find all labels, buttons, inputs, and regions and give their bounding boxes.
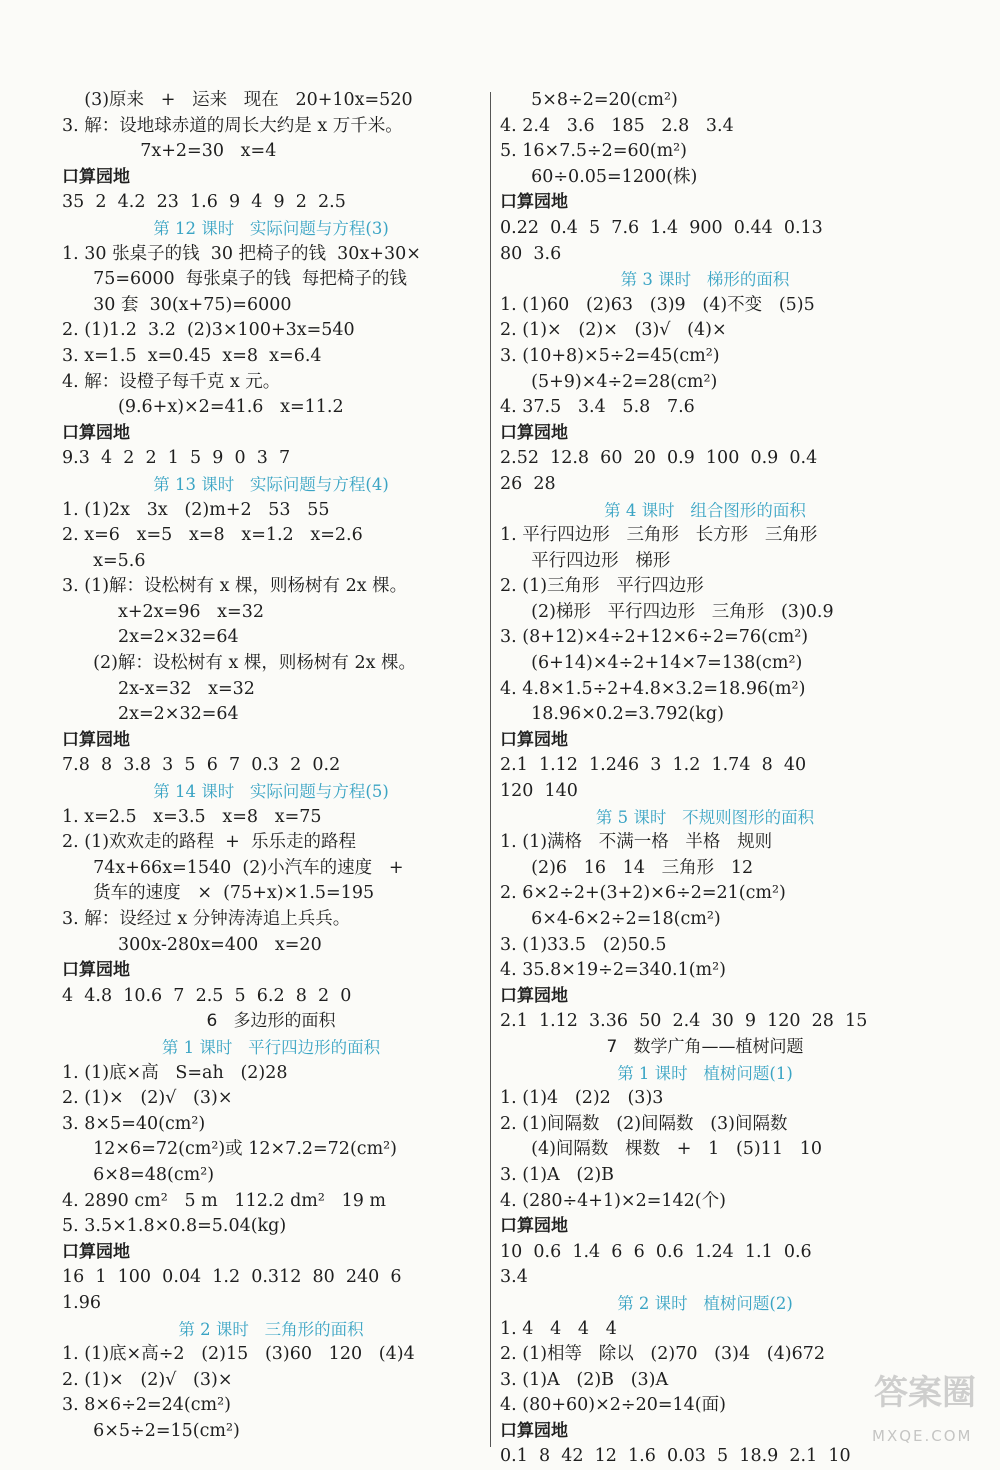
answer-line: (3)原来 + 运来 现在 20+10x=520 bbox=[62, 90, 413, 110]
lesson-heading: 第 14 课时 实际问题与方程(5) bbox=[153, 782, 389, 802]
answer-line: 5. 3.5×1.8×0.8=5.04(kg) bbox=[62, 1216, 287, 1237]
answer-line: 30 套 30(x+75)=6000 bbox=[82, 294, 292, 315]
answer-line: 75=6000 每张桌子的钱 每把椅子的钱 bbox=[82, 269, 407, 290]
lesson-heading: 第 4 课时 组合图形的面积 bbox=[604, 500, 806, 520]
answer-line: 3. (8+12)×4÷2+12×6÷2=76(cm²) bbox=[500, 627, 809, 648]
answer-line: 2. (1)1.2 3.2 (2)3×100+3x=540 bbox=[62, 320, 355, 341]
answer-line: 10 0.6 1.4 6 6 0.6 1.24 1.1 0.6 bbox=[500, 1241, 812, 1262]
answer-line: 6×5÷2=15(cm²) bbox=[82, 1420, 240, 1441]
answer-line: 18.96×0.2=3.792(kg) bbox=[520, 704, 724, 725]
answer-line: (2)解：设松树有 x 棵，则杨树有 2x 棵。 bbox=[82, 653, 417, 674]
chapter-heading: 6 多边形的面积 bbox=[206, 1011, 336, 1032]
answer-line: 0.1 8 42 12 1.6 0.03 5 18.9 2.1 10 bbox=[500, 1446, 851, 1467]
answer-line: 2x=2×32=64 bbox=[118, 704, 239, 725]
answer-line: 货车的速度 × (75+x)×1.5=195 bbox=[82, 883, 375, 904]
answer-line: 4. (80+60)×2÷20=14(面) bbox=[500, 1395, 726, 1416]
answer-line: 3. 解：设地球赤道的周长大约是 x 万千米。 bbox=[62, 115, 403, 136]
answer-line: 4. 4.8×1.5÷2+4.8×3.2=18.96(m²) bbox=[500, 678, 806, 699]
lesson-heading: 第 1 课时 植树问题(1) bbox=[617, 1063, 793, 1083]
answer-line: 2. (1)间隔数 (2)间隔数 (3)间隔数 bbox=[500, 1113, 788, 1134]
answer-line: 平行四边形 梯形 bbox=[520, 550, 671, 571]
section-heading: 口算园地 bbox=[500, 985, 568, 1006]
answer-line: 3. (10+8)×5÷2=45(cm²) bbox=[500, 345, 720, 366]
answer-line: 9.3 4 2 2 1 5 9 0 3 7 bbox=[62, 448, 291, 469]
answer-line: 2.1 1.12 3.36 50 2.4 30 9 120 28 15 bbox=[500, 1011, 868, 1032]
answer-line: 3. (1)A (2)B (3)A bbox=[500, 1369, 669, 1390]
answer-line: 2. (1)× (2)√ (3)× bbox=[62, 1369, 233, 1390]
answer-line: 120 140 bbox=[500, 781, 578, 802]
answer-line: 4. 37.5 3.4 5.8 7.6 bbox=[500, 397, 695, 418]
answer-line: 4. 35.8×19÷2=340.1(m²) bbox=[500, 960, 726, 981]
answer-line: 1. x=2.5 x=3.5 x=8 x=75 bbox=[62, 806, 322, 827]
answer-line: 3. 8×6÷2=24(cm²) bbox=[62, 1395, 231, 1416]
answer-line: 1. (1)底×高 S=ah (2)28 bbox=[62, 1062, 288, 1083]
answer-line: 4 4.8 10.6 7 2.5 5 6.2 8 2 0 bbox=[62, 985, 352, 1006]
answer-line: 2. x=6 x=5 x=8 x=1.2 x=2.6 bbox=[62, 525, 363, 546]
column-divider bbox=[490, 92, 491, 1447]
watermark-logo-mark: 答案圈 bbox=[874, 1373, 976, 1413]
answer-line: (6+14)×4÷2+14×7=138(cm²) bbox=[520, 653, 803, 674]
answer-line: 5. 16×7.5÷2=60(m²) bbox=[500, 141, 688, 162]
chapter-heading: 7 数学广角——植树问题 bbox=[606, 1036, 804, 1057]
answer-line: 1. (1)底×高÷2 (2)15 (3)60 120 (4)4 bbox=[62, 1344, 415, 1365]
lesson-heading: 第 1 课时 平行四边形的面积 bbox=[161, 1037, 381, 1057]
section-heading: 口算园地 bbox=[500, 1420, 568, 1441]
lesson-heading: 第 3 课时 梯形的面积 bbox=[620, 270, 790, 290]
answer-line: 3.4 bbox=[500, 1267, 528, 1288]
section-heading: 口算园地 bbox=[62, 1241, 130, 1262]
answer-line: 2. (1)欢欢走的路程 + 乐乐走的路程 bbox=[62, 832, 356, 853]
lesson-heading: 第 2 课时 植树问题(2) bbox=[617, 1293, 793, 1313]
answer-line: 0.22 0.4 5 7.6 1.4 900 0.44 0.13 bbox=[500, 217, 823, 238]
answer-line: 3. 8×5=40(cm²) bbox=[62, 1113, 206, 1134]
section-heading: 口算园地 bbox=[62, 729, 130, 750]
section-heading: 口算园地 bbox=[62, 166, 130, 187]
answer-line: 1. (1)满格 不满一格 半格 规则 bbox=[500, 832, 773, 853]
answer-line: 1. 30 张桌子的钱 30 把椅子的钱 30x+30× bbox=[62, 243, 421, 264]
answer-line: x+2x=96 x=32 bbox=[118, 601, 264, 622]
answer-line: 74x+66x=1540 (2)小汽车的速度 + bbox=[82, 857, 404, 878]
lesson-heading: 第 2 课时 三角形的面积 bbox=[178, 1319, 364, 1339]
answer-line: 12×6=72(cm²)或 12×7.2=72(cm²) bbox=[82, 1139, 398, 1160]
answer-line: 4. 2.4 3.6 185 2.8 3.4 bbox=[500, 115, 734, 136]
answer-line: 3. x=1.5 x=0.45 x=8 x=6.4 bbox=[62, 345, 322, 366]
section-heading: 口算园地 bbox=[500, 422, 568, 443]
answer-line: 1. 平行四边形 三角形 长方形 三角形 bbox=[500, 525, 818, 546]
answer-line: 2. (1)相等 除以 (2)70 (3)4 (4)672 bbox=[500, 1344, 825, 1365]
right-column bbox=[500, 88, 910, 1470]
answer-line: 2. 6×2÷2+(3+2)×6÷2=21(cm²) bbox=[500, 883, 786, 904]
answer-line: 1. (1)2x 3x (2)m+2 53 55 bbox=[62, 499, 330, 520]
answer-line: 7x+2=30 x=4 bbox=[118, 141, 277, 162]
answer-line: (2)6 16 14 三角形 12 bbox=[520, 857, 754, 878]
answer-line: 2. (1)× (2)√ (3)× bbox=[62, 1088, 233, 1109]
answer-line: 3. 解：设经过 x 分钟涛涛追上兵兵。 bbox=[62, 909, 351, 929]
answer-line: 4. (280÷4+1)×2=142(个) bbox=[500, 1190, 726, 1211]
section-heading: 口算园地 bbox=[62, 960, 130, 981]
answer-line: 35 2 4.2 23 1.6 9 4 9 2 2.5 bbox=[62, 192, 346, 213]
answer-line: (9.6+x)×2=41.6 x=11.2 bbox=[118, 397, 344, 418]
answer-line: 1.96 bbox=[62, 1292, 101, 1313]
answer-line: 3. (1)33.5 (2)50.5 bbox=[500, 934, 667, 955]
answer-line: 2.52 12.8 60 20 0.9 100 0.9 0.4 bbox=[500, 448, 818, 469]
answer-line: 80 3.6 bbox=[500, 243, 562, 264]
answer-line: 16 1 100 0.04 1.2 0.312 80 240 6 bbox=[62, 1267, 402, 1288]
answer-line: 7.8 8 3.8 3 5 6 7 0.3 2 0.2 bbox=[62, 755, 341, 776]
answer-line: 60÷0.05=1200(株) bbox=[520, 166, 698, 187]
section-heading: 口算园地 bbox=[500, 192, 568, 213]
answer-line: 3. (1)解：设松树有 x 棵，则杨树有 2x 棵。 bbox=[62, 576, 408, 597]
answer-line: 2x=2×32=64 bbox=[118, 627, 239, 648]
answer-line: 1. (1)4 (2)2 (3)3 bbox=[500, 1088, 664, 1109]
answer-line: 6×4-6×2÷2=18(cm²) bbox=[520, 909, 721, 929]
answer-line: 2x-x=32 x=32 bbox=[118, 678, 255, 699]
answer-line: 300x-280x=400 x=20 bbox=[118, 934, 322, 955]
answer-line: (5+9)×4÷2=28(cm²) bbox=[520, 371, 718, 392]
left-column bbox=[62, 88, 480, 1444]
answer-line: 4. 解：设橙子每千克 x 元。 bbox=[62, 371, 281, 392]
answer-line: x=5.6 bbox=[82, 550, 146, 571]
answer-line: 26 28 bbox=[500, 473, 556, 494]
answer-line: 1. 4 4 4 4 bbox=[500, 1318, 617, 1339]
section-heading: 口算园地 bbox=[500, 1216, 568, 1237]
section-heading: 口算园地 bbox=[62, 422, 130, 443]
answer-line: 2.1 1.12 1.246 3 1.2 1.74 8 40 bbox=[500, 755, 807, 776]
answer-line: 4. 2890 cm² 5 m 112.2 dm² 19 m bbox=[62, 1190, 387, 1211]
section-heading: 口算园地 bbox=[500, 729, 568, 750]
lesson-heading: 第 13 课时 实际问题与方程(4) bbox=[153, 474, 389, 494]
lesson-heading: 第 5 课时 不规则图形的面积 bbox=[595, 807, 815, 827]
watermark-site: MXQE.COM bbox=[872, 1427, 973, 1445]
watermark-logo bbox=[868, 1361, 986, 1447]
answer-line: 2. (1)三角形 平行四边形 bbox=[500, 576, 704, 597]
answer-line: (4)间隔数 棵数 + 1 (5)11 10 bbox=[520, 1139, 822, 1160]
answer-line: 5×8÷2=20(cm²) bbox=[520, 90, 678, 110]
answer-line: 6×8=48(cm²) bbox=[82, 1164, 215, 1185]
answer-line: 1. (1)60 (2)63 (3)9 (4)不变 (5)5 bbox=[500, 294, 815, 315]
answer-line: (2)梯形 平行四边形 三角形 (3)0.9 bbox=[520, 601, 834, 622]
answer-line: 3. (1)A (2)B bbox=[500, 1164, 615, 1185]
answer-line: 2. (1)× (2)× (3)√ (4)× bbox=[500, 320, 727, 341]
lesson-heading: 第 12 课时 实际问题与方程(3) bbox=[153, 218, 389, 238]
